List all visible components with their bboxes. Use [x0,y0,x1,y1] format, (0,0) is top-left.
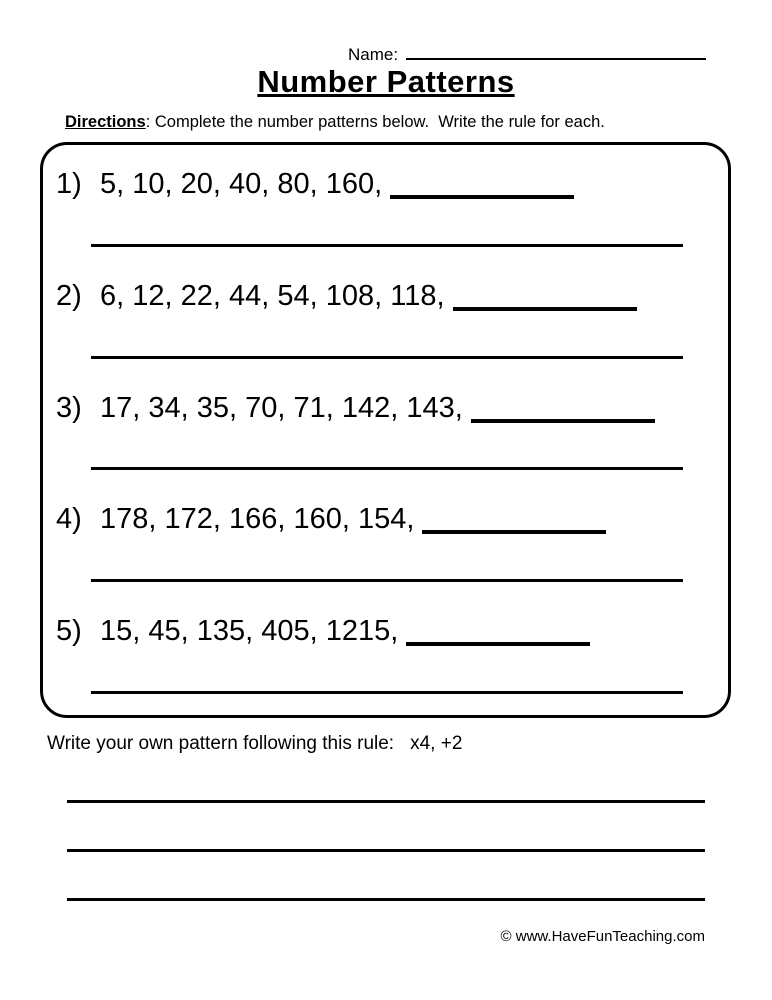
rule-line [91,356,683,359]
answer-blank [406,616,590,646]
problem-sequence: 178, 172, 166, 160, 154, [100,503,415,536]
rule-line [91,244,683,247]
answer-blank [422,504,606,534]
page-title: Number Patterns [257,64,515,99]
problem-number: 5) [56,615,82,648]
problem-row-1 [43,167,728,247]
problem-row-4 [43,502,728,582]
answer-blank [453,281,637,311]
problem-row-5 [43,614,728,694]
own-pattern-line [67,849,705,852]
problem-sequence: 15, 45, 135, 405, 1215, [100,615,399,648]
problem-number: 1) [56,168,82,200]
name-blank-line [406,44,706,60]
own-pattern-prompt-row [47,733,462,755]
directions [65,113,605,132]
answer-blank [390,169,574,199]
name-row [348,44,706,65]
problem-row-3 [43,391,728,471]
directions-text: : Complete the number patterns below. Write the rule for each. [145,113,605,131]
own-pattern-line [67,800,705,803]
problem-row-2 [43,279,728,359]
problem-number: 2) [56,279,82,312]
problem-number: 3) [56,391,82,424]
rule-line [91,467,683,470]
footer-copyright: © www.HaveFunTeaching.com [500,928,705,945]
rule-line [91,579,683,582]
directions-label: Directions [65,113,146,131]
problem-sequence: 6, 12, 22, 44, 54, 108, 118, [100,279,445,312]
problems-box [40,142,731,718]
name-label: Name: [348,45,399,64]
problem-sequence: 5, 10, 20, 40, 80, 160, [100,168,383,200]
problem-sequence: 17, 34, 35, 70, 71, 142, 143, [100,391,463,424]
answer-blank [471,393,655,423]
own-pattern-rule: x4, +2 [410,733,463,754]
own-pattern-prompt: Write your own pattern following this rule: [47,733,395,754]
problem-number: 4) [56,503,82,536]
rule-line [91,691,683,694]
own-pattern-line [67,898,705,901]
